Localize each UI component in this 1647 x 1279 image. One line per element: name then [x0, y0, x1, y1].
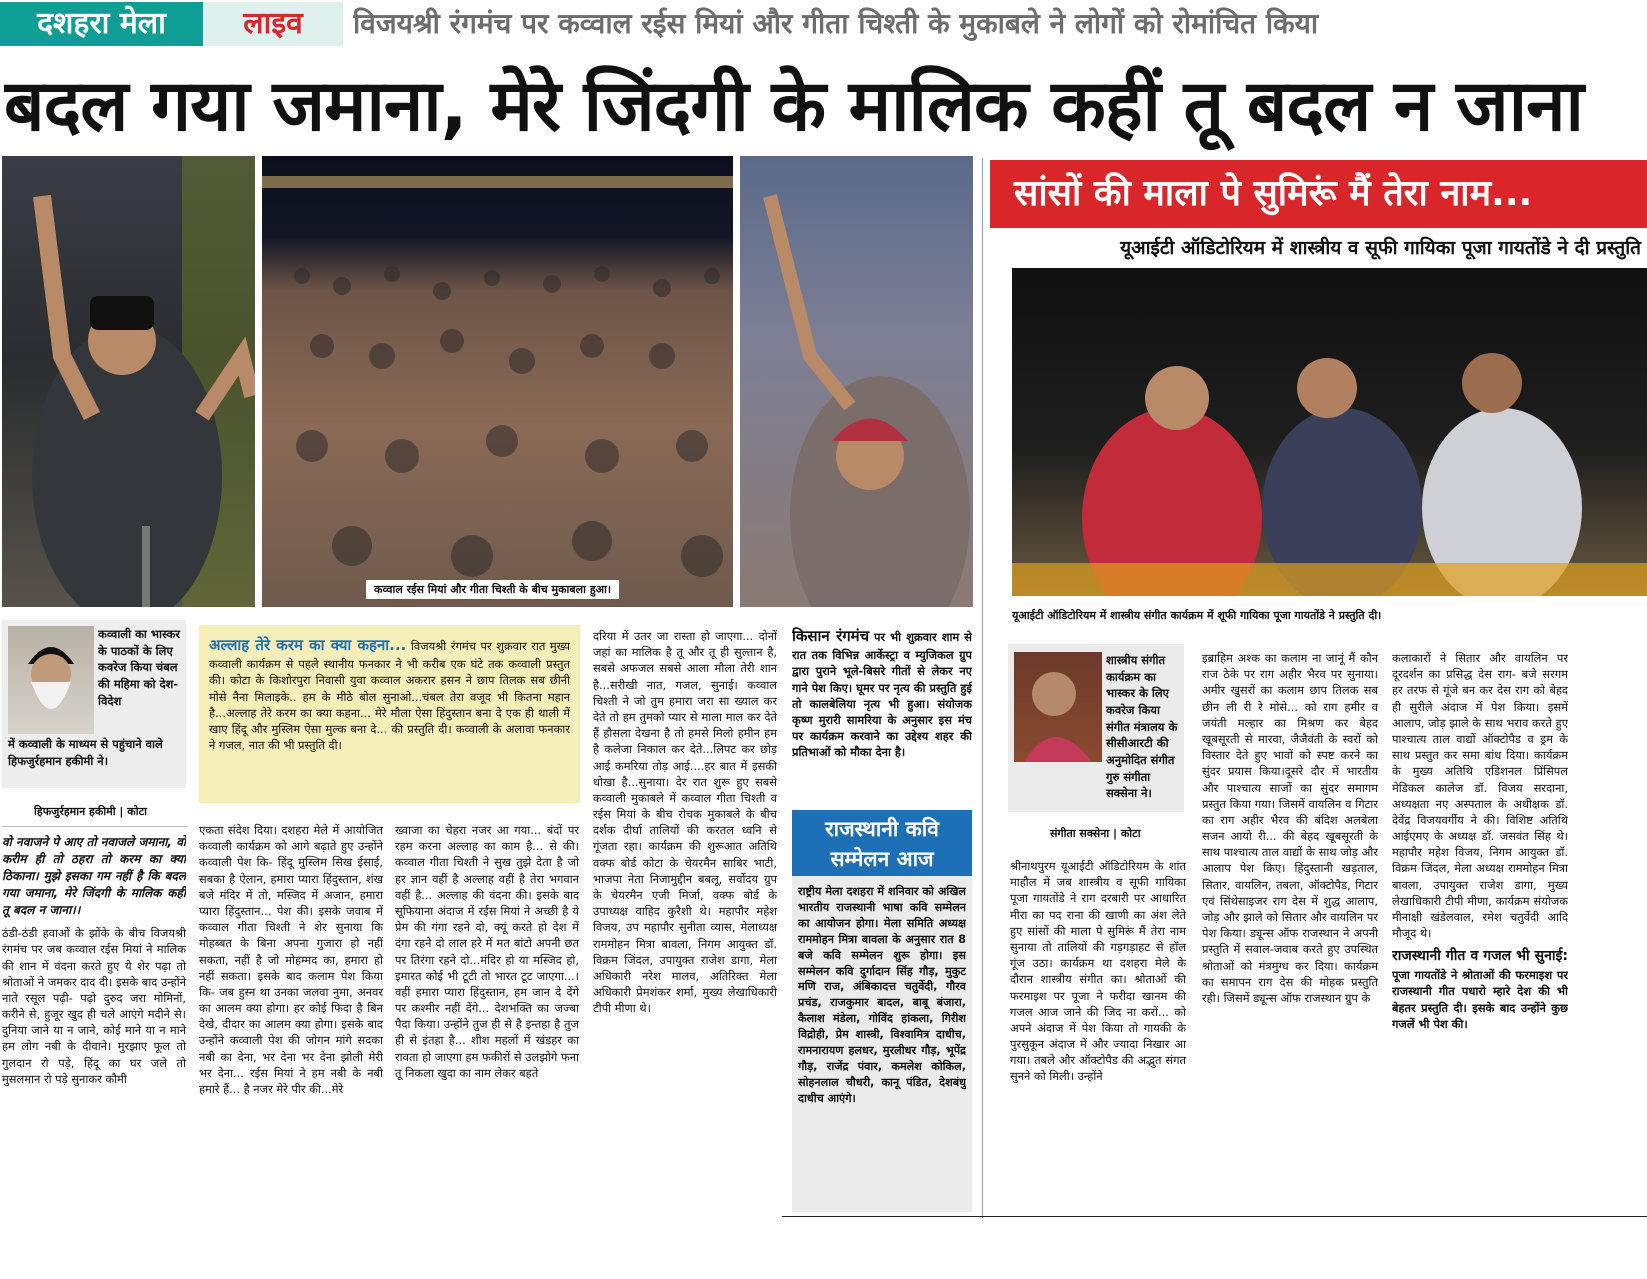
- photo-qawwal-raees: [2, 156, 255, 607]
- sangeeta-box: [1008, 644, 1184, 812]
- sangeeta-avatar: [1014, 652, 1102, 762]
- article-col-4: [593, 628, 777, 1222]
- crowd-illustration: [262, 156, 733, 607]
- right-photo-caption: यूआईटी ऑडिटोरियम में शास्त्रीय संगीत कार्यक्रम में शूफी गायिका पूजा गायतोंडे ने प्रस्तुति दी।: [1012, 609, 1382, 622]
- highlight-box: [199, 625, 580, 803]
- kisan-section: [792, 626, 972, 802]
- highlight-lead: अल्लाह तेरे करम का क्या कहना...: [209, 636, 407, 654]
- crowd-photo-caption: कव्वाल रईस मियां और गीता चिश्ती के बीच मुकाबला हुआ।: [366, 580, 619, 599]
- article-col-3: [395, 822, 579, 1222]
- byline-rule-left: [2, 826, 188, 827]
- photo-geeta-chishti: [740, 156, 973, 607]
- performers-illustration: [1012, 268, 1647, 596]
- article-col2-body: एकता संदेश दिया। दशहरा मेले में आयोजित कव्वाली कार्यक्रम को आगे बढ़ाते हुए उन्होंने कव्वाली पेश कि- हिंदू मुस्लिम सिख ईसाई, सबका है ऐलान, हमारा प्यारा हिंदुस्तान, शंख बजे मंदिर में तो, मस्जिद में अजान, हमारा प्यारा हिंदुस्तान... पेश की। इसके जवाब में कव्वाल गीता चिश्ती ने शेर सुनाया कि मोहब्बत के बिना अपना गुजारा हो नहीं सकता, नहीं है जो मोहम्मद का, हमारा हो नहीं सकता। इसके बाद कलाम पेश किया कि- जब हुस्न था उनका जलवा नुमा, अनवर का आलम क्या होगा। हर कोई फिदा है बिन देखे, दीदार का आलम क्या होगा। इसके बाद उन्होंने कव्वाली पेश की जोगन मांगे सदका नबी का देना, भर देना भर देना झोली मेरी भर देना... रईस मियां ने हम नबी के नबी हमारे हैं... है नजर मेरे पीर की...मेरे: [199, 823, 383, 1096]
- hakimi-avatar: [8, 626, 94, 734]
- sangeeta-byline: संगीता सक्सेना | कोटा: [1050, 827, 1141, 840]
- right-col-3: [1392, 650, 1568, 1220]
- right-divider: [982, 158, 983, 1218]
- kicker: विजयश्री रंगमंच पर कव्वाल रईस मियां और गीता चिश्ती के मुकाबले ने लोगों को रोमांचित किया: [353, 7, 1319, 40]
- rajasthani-box: [792, 810, 972, 1212]
- article-col3-body: ख्वाजा का चेहरा नजर आ गया... बंदों पर रहम करना अल्लाह का काम है... से की। कव्वाल गीता चिश्ती ने सुख तुझे देता है जो हर ज्ञान वहीं है अल्लाह वहीं है तेरा भगवान वहीं है... अल्लाह की वंदना की। इसके बाद सूफियाना अंदाज में रईस मियां ने अच्छी है ये प्रेम की गंगा रहने दो, क्यूं करते हो देश में दंगा रहने दो लाल हरे में मत बांटो अपनी छत पर तिरंगा रहने दो...मंदिर हो या मस्जिद हो, इमारत कोई भी टूटी तो भारत टूट जाएगा...। वहीं हमारा प्यारा हिंदुस्तान, हम जान दे देंगे पर कश्मीर नहीं देंगे... देशभक्ति का जज्बा पैदा किया। उन्होंने तुज ही से है इन्तहा है तुज ही से इंतहा है... शीश महलों में खंडहर का रावता हो जाएगा हम फकीरों से उलझोगे फना तू निकला खुदा का नाम लेकर बहते: [395, 823, 579, 1080]
- right-col-2: [1202, 650, 1378, 1220]
- hakimi-box: [2, 620, 186, 788]
- kisan-lead: किसान रंगमंच: [792, 627, 870, 645]
- qawwal-figure-illustration: [2, 156, 255, 607]
- avatar-illustration: [8, 626, 94, 734]
- right-col-1: [1010, 858, 1186, 1220]
- sangeeta-box-text: शास्त्रीय संगीत कार्यक्रम का भास्कर के लिए कवरेज किया संगीत मंत्रालय के सीसीआरटी की अनुमोदित संगीत गुरु संगीता सक्सेना ने।: [1106, 653, 1178, 801]
- article-col4-body: दरिया में उतर जा रास्ता हो जाएगा... दोनों जहां का मालिक है तू और तू ही सुल्तान है, सबसे अफजल सबसे आला मौला तेरी शान है...सरीखी नात, गजल, सुनाई। कव्वाल चिश्ती ने जो तुम हमारा जरा सा ख्याल कर देते तो हम तुमको प्यार से माला माल कर देते हैं हौसला देखना है तो हमसे मिलो हमीन हम है कलेजा निकाल कर देते...लिपट कर छोड़ आई कमरिया तोड़ आई....हर बात में इसकी धोखा है...सुनाया। देर रात शुरू हुए सबसे कव्वाली मुकाबले में कव्वाल गीता चिश्ती व रईस मियां के बीच रोचक मुकाबले के बीच दर्शक दीर्घा तालियों की करतल ध्वनि से गूंजता रहा। कार्यक्रम की शुरूआत अतिथि वक्फ बोर्ड कोटा के चेयरमैन साबिर भाटी, भाजपा नेता निजामुद्दीन बबलू, सर्वोदय ग्रुप के चेयरमैन एजी मिर्जा, वक्फ बोर्ड के उपाध्यक्ष वाहिद कुरैशी थे। महापौर महेश विजय, उप महापौर सुनीता व्यास, मेलाध्यक्ष राममोहन मित्रा बावला, निगम आयुक्त डॉ. विक्रम जिंदल, उपायुक्त राजेश डागा, मेला अधिकारी नरेश मालव, अतिरिक्त मेला अधिकारी प्रेमशंकर शर्मा, मुख्य लेखाधिकारी टीपी मीणा थे।: [593, 629, 777, 1016]
- side-banner: सांसों की माला पे सुमिरूं मैं तेरा नाम...: [990, 160, 1647, 228]
- geet-body: पूजा गायतोंडे ने श्रोताओं की फरमाइश पर राजस्थानी गीत पधारो म्हारे देश की भी बेहतर प्रस्तुति दी। इसके बाद उन्होंने कुछ गजलें भी पेश की।: [1392, 968, 1568, 1031]
- singer-figure-illustration: [740, 156, 973, 607]
- right-col3-body: कलाकारों ने सितार और वायलिन पर दूरदर्शन का प्रसिद्ध देस राग- बजे सरगम हर तरफ से गूंजे बन कर देस राग को बेहद ही सुरीले अंदाज में पेश किया। इसमें आलाप, जोड़ झाले के साथ भराव करते हुए पाश्चात्य ताल वाद्यों ऑक्टोपैड व ड्रम के साथ प्रस्तुत कर समा बांध दिया। कार्यक्रम के मुख्य अतिथि एडिशनल प्रिंसिपल मेडिकल कालेज डॉ. विजय सरदाना, अध्यक्षता नए अस्पताल के अधीक्षक डॉ. देवेंद्र विजयवर्गीय ने की। विशिष्ट अतिथि आईएमए के अध्यक्ष डॉ. जसवंत सिंह थे। महापौर महेश विजय, निगम आयुक्त डॉ. विक्रम जिंदल, मेला अध्यक्ष राममोहन मित्रा बावला, उपायुक्त राजेश डागा, मुख्य लेखाधिकारी टीपी मीणा, कार्यक्रम संयोजक मीनाक्षी खंडेलवाल, रमेश चतुर्वेदी आदि मौजूद थे।: [1392, 651, 1568, 941]
- right-col2-body: इब्राहिम अश्क का कलाम ना जानूं मैं कौन राज ठेके पर राग अहीर भैरव पर सुनाया। अमीर खुसरों का कलाम छाप तिलक सब छीन ली री रे मोसे... को राग हमीर व जयंती मल्हार का मिश्रण कर बेहद खूबसूरती से मारवा, जैजैवंती के स्वरों को विस्तार देते हुए भावों को स्पष्ट करने का सुंदर प्रयास किया।दूसरे दौर में भारतीय और पाश्चात्य साजों का सुंदर समागम प्रस्तुत किया गया। जिसमें वायलिन व गिटार का राग अहीर भैरव की बंदिश अलबेला सजन आयो री... की बेहद खूबसूरती के साथ पाश्चात्य ताल वाद्यों के साथ जोड़ और आलाप पेश किए। हिंदुस्तानी खड़ताल, सितार, वायलिन, तबला, ऑक्टोपैड, गिटार एवं सिंथेसाइजर राग देस में शुद्ध आलाप, जोड़ और झाले को सितार और वायलिन पर पेश किया। ड्यून्स ऑफ राजस्थान ने अपनी प्रस्तुति में सवाल-जवाब करते हुए उपस्थित श्रोताओं को मंत्रमुग्ध कर दिया। कार्यक्रम का समापन राग देस की मोहक प्रस्तुति रही। जिसमें ड्यून्स ऑफ राजस्थान ग्रुप के: [1202, 651, 1378, 1005]
- photo-crowd: [262, 156, 733, 607]
- bottom-rule: [782, 1216, 1647, 1217]
- highlight-body: विजयश्री रंगमंच पर शुक्रवार रात मुख्य कव्वाली कार्यक्रम से पहले स्थानीय फनकार ने भी करीब एक घंटे तक कव्वाली प्रस्तुत की। कोटा के किशोरपुरा निवासी युवा कव्वाल अकरार हसन ने छाप तिलक सब छीनी मोसे नैना मिलाइके.. हम के मीठे बोल सुनाओ...चंबल तेरा वजूद भी कितना महान है...अल्लाह तेरे करम का क्या कहना... मेरे मौला ऐसा हिंदुस्तान बना दे एक ही थाली में खाए हिंदू और मुस्लिम ऐसा मुल्क बना दे... की प्रस्तुति दी। कव्वाली के अलावा फनकार ने गजल, नात की भी प्रस्तुति दी।: [209, 639, 570, 753]
- hakimi-box-text: कव्वाली का भास्कर के पाठकों के लिए कवरेज किया चंबल की महिमा को देश-विदेश: [98, 627, 180, 708]
- article-col-1: [2, 834, 186, 1222]
- section-tag: दशहरा मेला: [0, 2, 203, 46]
- rajasthani-title: राजस्थानी कवि सम्मेलन आज: [792, 810, 972, 876]
- rajasthani-body: राष्ट्रीय मेला दशहरा में शनिवार को अखिल भारतीय राजस्थानी भाषा कवि सम्मेलन का आयोजन होगा। मेला समिति अध्यक्ष राममोहन मित्रा बावला के अनुसार रात 8 बजे कवि सम्मेलन शुरू होगा। इस सम्मेलन कवि दुर्गादान सिंह गौड़, मुकुट मणि राज, अंबिकादत्त चतुर्वेदी, गौरव प्रचंड, राजकुमार बादल, बाबू बंजारा, कैलाश मंडेला, गोविंद हांकला, गिरीश विद्रोही, प्रेम शास्त्री, विश्वामित्र दाधीच, रामनारायण हलधर, मुरलीधर गौड़, भूपेंद्र गौड़, राजेंद्र पंवार, कमलेश कोकिल, सोहनलाल चौधरी, कानू पंडित, देशबंधु दाधीच आएंगे।: [798, 885, 966, 1105]
- headline: बदल गया जमाना, मेरे जिंदगी के मालिक कहीं तू बदल न जाना: [4, 64, 1583, 147]
- sangeeta-illustration: [1014, 652, 1102, 762]
- top-bar: [0, 0, 1647, 48]
- geet-lead: राजस्थानी गीत व गजल भी सुनाई:: [1392, 948, 1568, 965]
- side-subhead: यूआईटी ऑडिटोरियम में शास्त्रीय व सूफी गायिका पूजा गायतोंडे ने दी प्रस्तुति: [1120, 237, 1641, 259]
- right-col1-body: श्रीनाथपुरम यूआईटी ऑडिटोरियम के शांत माहौल में जब शास्त्रीय व सूफी गायिका पूजा गायतोंडे ने राग दरबारी पर आधारित मीरा का पद राना की खाणी का अंश लेते हुए सांसों की माला पे सुमिरूं मैं तेरा नाम सुनाया तो तालियों की गड़गड़ाहट से हॉल गूंज उठा। कार्यक्रम था दशहरा मेले के दौरान शास्त्रीय संगीत का। श्रोताओं की फरमाइश पर पूजा ने फरीदा खानम की गजल आज जाने की जिद ना करों... को अपने अंदाज में पेश किया तो गायकी के पुरसुकून अंदाज में और ज्यादा निखार आ गया। तबले और ऑक्टोपैड की अद्भुत संगत सुनने को मिली। उन्होंने: [1010, 859, 1186, 1084]
- hakimi-byline: हिफजुर्रहमान हकीमी | कोटा: [34, 805, 147, 818]
- article-col1-body: ठंडी-ठंडी हवाओं के झोंके के बीच विजयश्री रंगमंच पर जब कव्वाल रईस मियां ने मालिक की शान में वंदना करते हुए ये शेर पढ़ा तो श्रोताओं ने जमकर दाद दी। इसके बाद उन्होंने नाते रसूल पढ़ी- पढ़ो दुरुद जरा मोमिनों, करीने से, हुजूर खुद ही चले आएंगे मदीने से। दुनिया जाने या न जाने, कोई माने या न माने हम लोग नबी के दीवाने। मुरझाए फूल तो गुलदान रो पड़े, हिंदू का घर जले तो मुसलमान रो पड़े सुनाकर कौमी: [2, 926, 186, 1086]
- article-col-2: [199, 822, 383, 1222]
- article-intro-quote: वो नवाजने पे आए तो नवाजले जमाना, वो करीम ही तो ठहरा तो करम का क्या ठिकाना। मुझे इसका गम नहीं है कि बदल गया जमाना, मेरे जिंदगी के मालिक कहीं तू बदल न जाना।।: [2, 835, 186, 918]
- photo-pooja-gaitonde: [1012, 268, 1647, 596]
- hakimi-box-text-2: में कव्वाली के माध्यम से पहुंचाने वाले हिफजुर्रहमान हकीमी ने।: [8, 737, 163, 768]
- live-tag: लाइव: [203, 2, 343, 46]
- kisan-body: पर भी शुक्रवार शाम से रात तक विभिन्न आर्केस्ट्रा व म्युजिकल ग्रुप द्वारा पुराने भूले-बिसरे गीतों से लेकर नए गाने पेश किए। घूमर पर नृत्य की प्रस्तुति हुई तो कालबेलिया नृत्य भी हुआ। संयोजक कृष्ण मुरारी सामरिया के अनुसार इस मंच पर कार्यक्रम करवाने का उद्देश्य शहर की प्रतिभाओं को मौका देना है।: [792, 630, 972, 760]
